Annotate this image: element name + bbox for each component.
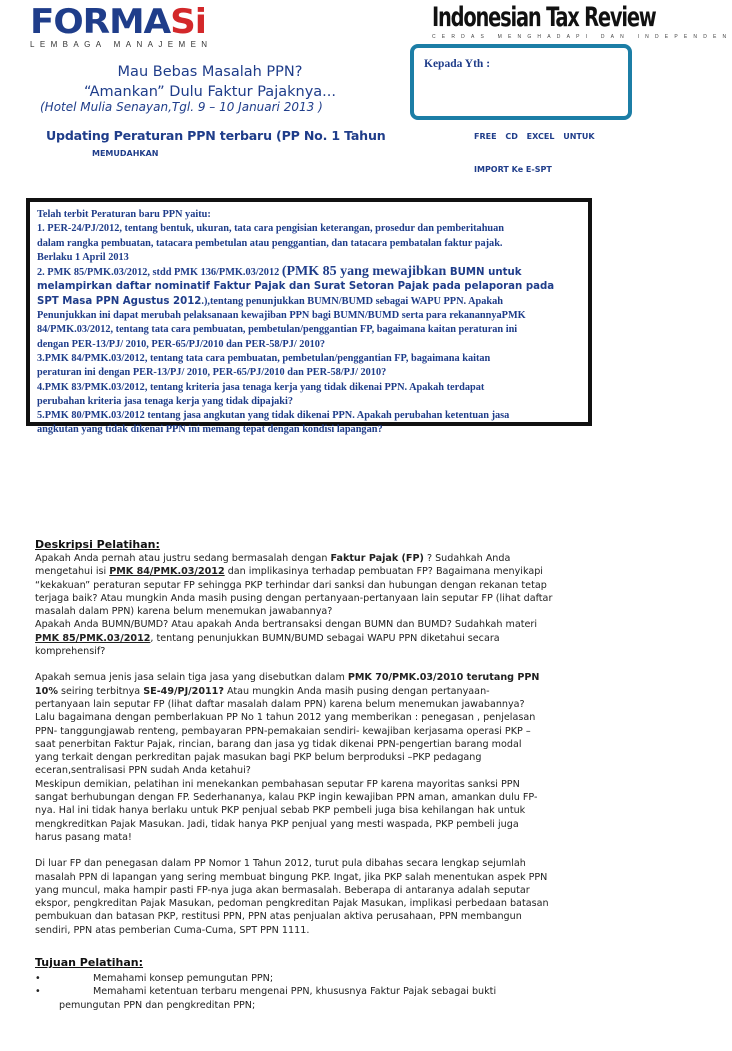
import-espt-note: IMPORT Ke E-SPT — [474, 165, 552, 174]
list-item-continuation: pemungutan PPN dan pengkreditan PPN; — [59, 999, 256, 1011]
updating-subheading: MEMUDAHKAN — [92, 149, 159, 158]
updating-heading: Updating Peraturan PPN terbaru (PP No. 1 Tahun — [46, 128, 386, 143]
description-body — [35, 552, 605, 937]
notice-line: 84/PMK.03/2012, tentang tata cara pembuatan, pembetulan/penggantian FP, bagaimana kaitan peraturan ini — [37, 324, 518, 336]
description-line: Apakah semua jenis jasa selain tiga jasa yang disebutkan dalam PMK 70/PMK.03/2010 terutang PPN — [35, 672, 540, 684]
bullet-icon: • — [35, 986, 41, 998]
notice-line: Telah terbit Peraturan baru PPN yaitu: — [37, 209, 211, 220]
description-line: pertanyaan lain seputar FP (lihat daftar masalah dalam PPN) karena belum menemukan jawabannya? — [35, 698, 525, 710]
recipient-box — [410, 44, 632, 120]
list-item: • Memahami ketentuan terbaru mengenai PPN, khususnya Faktur Pajak sebagai bukti — [35, 986, 497, 998]
description-line: pembukuan dan batasan PKP, restitusi PPN, PPN atas penjualan aktiva perusahaan, PPN membangun — [35, 911, 522, 923]
description-line: Apakah Anda BUMN/BUMD? Atau apakah Anda bertransaksi dengan BUMN dan BUMD? Sudahkah materi — [35, 619, 538, 631]
description-line: Apakah Anda pernah atau justru sedang bermasalah dengan Faktur Pajak (FP) ? Sudahkah Anda — [35, 553, 511, 564]
description-line: terjaga baik? Atau mungkin Anda masih pusing dengan pertanyaan-pertanyaan lain seputar FP (lihat daftar — [35, 592, 553, 604]
objectives-heading: Tujuan Pelatihan: — [35, 956, 144, 969]
notice-line: peraturan ini dengan PER-13/PJ/ 2010, PER-65/PJ/2010 dan PER-58/PJ/ 2010? — [37, 367, 387, 379]
description-line: komprehensif? — [35, 646, 106, 658]
indonesian-tax-review-logo — [432, 2, 732, 44]
notice-line: 5.PMK 80/PMK.03/2012 tentang jasa angkutan yang tidak dikenai PPN. Apakah perubahan ketentuan jasa — [37, 410, 510, 422]
description-heading: Deskripsi Pelatihan: — [35, 538, 160, 551]
regulation-notice-box — [26, 198, 592, 436]
description-line: sendiri, PPN atas pemberian Cuma-Cuma, SPT PPN 1111. — [35, 924, 310, 936]
headline: Mau Bebas Masalah PPN? — [117, 64, 303, 80]
itr-logo-subtitle: CERDAS MENGHADAPI DAN INDEPENDEN — [432, 34, 732, 40]
description-line: masalah PPN di lapangan yang sering membuat bingung PKP. Ingat, jika PKP salah menentukan aspek PPN — [35, 871, 548, 883]
description-line: nya. Hal ini tidak hanya berlaku untuk PKP penjual sebab PKP pembeli juga bisa kehilangan hak untuk — [35, 805, 526, 817]
description-line: mengetahui isi PMK 84/PMK.03/2012 dan implikasinya terhadap pembuatan FP? Bagaimana menyikapi — [35, 566, 543, 578]
description-line: PMK 85/PMK.03/2012, tentang penunjukkan BUMN/BUMD sebagai WAPU PPN diketahui secara — [35, 632, 500, 644]
notice-line: SPT Masa PPN Agustus 2012.),tentang penunjukkan BUMN/BUMD sebagai WAPU PPN. Apakah — [37, 295, 504, 307]
description-line: sangat berhubungan dengan FP. Sederhananya, kalau PKP ingin kewajiban PPN aman, amankan dulu FP- — [35, 792, 538, 804]
bullet-icon: • — [35, 973, 41, 984]
description-line: eceran,sentralisasi PPN sudah Anda ketahui? — [35, 765, 251, 777]
objectives-list — [35, 972, 605, 1012]
description-line: harus pasang mata! — [35, 831, 132, 843]
notice-line: 3.PMK 84/PMK.03/2012, tentang tata cara pembuatan, pembetulan/penggantian FP, bagaimana kaitan — [37, 352, 491, 364]
list-item: • Memahami konsep pemungutan PPN; — [35, 973, 274, 984]
event-venue-date: (Hotel Mulia Senayan,Tgl. 9 – 10 Januari 2013 ) — [40, 100, 323, 114]
free-cd-note: FREE CD EXCEL UNTUK — [474, 132, 595, 141]
description-line: yang muncul, maka hampir pasti FP-nya juga akan bermasalah. Beberapa di antaranya adalah seputar — [35, 884, 530, 896]
description-line: Meskipun demikian, pelatihan ini menekankan pembahasan seputar FP karena mayoritas sanksi PPN — [35, 778, 520, 790]
notice-line: 4.PMK 83/PMK.03/2012, tentang kriteria jasa tenaga kerja yang tidak dikenai PPN. Apakah terdapat — [37, 381, 485, 393]
notice-line: Penunjukkan ini dapat merubah pelaksanaan kewajiban PPN bagi BUMN/BUMD serta para rekanannyaPMK — [37, 310, 526, 322]
notice-line: 1. PER-24/PJ/2012, tentang bentuk, ukuran, tata cara pengisian keterangan, prosedur dan pemberitahuan — [37, 223, 505, 235]
subheadline: “Amankan” Dulu Faktur Pajaknya... — [83, 84, 336, 100]
description-line: mengkreditkan Pajak Masukan. Jadi, tidak hanya PKP penjual yang mesti waspada, PKP pembeli juga — [35, 818, 519, 830]
notice-line: melampirkan daftar nominatif Faktur Pajak dan Surat Setoran Pajak pada pelaporan pada — [37, 281, 555, 293]
notice-line: perubahan kriteria jasa tenaga kerja yang tidak dipajaki? — [37, 395, 294, 407]
notice-line: 2. PMK 85/PMK.03/2012, stdd PMK 136/PMK.03/2012 (PMK 85 yang mewajibkan BUMN untuk — [37, 264, 522, 280]
description-line: Lalu bagaimana dengan pemberlakuan PP No 1 tahun 2012 yang memberikan : penegasan , penjelasan — [35, 712, 536, 724]
description-line: Di luar FP dan penegasan dalam PP Nomor 1 Tahun 2012, turut pula dibahas secara lengkap sejumlah — [35, 858, 526, 870]
recipient-label: Kepada Yth : — [424, 58, 491, 70]
formasi-logo-subtitle: LEMBAGA MANAJEMEN — [30, 40, 213, 49]
description-line: masalah dalam PPN) karena belum menemukan jawabannya? — [35, 606, 333, 618]
description-line: saat penerbitan Faktur Pajak, rincian, barang dan jasa yg tidak dikenai PPN-pengertian barang modal — [35, 738, 522, 750]
formasi-logo — [30, 4, 230, 48]
notice-line: dengan PER-13/PJ/ 2010, PER-65/PJ/2010 dan PER-58/PJ/ 2010? — [37, 338, 326, 350]
notice-line: angkutan yang tidak dikenai PPN ini memang tepat dengan kondisi lapangan? — [37, 424, 383, 436]
formasi-logo-text: FORMASi — [30, 2, 207, 42]
description-line: “kekakuan” peraturan seputar FP sehingga PKP terhindar dari sanksi dan hubungan dengan rekanan tetap — [35, 579, 547, 591]
notice-line: dalam rangka pembuatan, tatacara pembetulan atau penggantian, dan tatacara pembatalan faktur pajak. — [37, 237, 503, 249]
description-line: ekspor, pengkreditan Pajak Masukan, pedoman pengkreditan Pajak Masukan, implikasi perbedaan batasan — [35, 898, 549, 910]
notice-line: Berlaku 1 April 2013 — [37, 251, 129, 263]
description-line: yang terkait dengan perkreditan pajak masukan bagi PKP belum berproduksi –PKP pedagang — [35, 752, 482, 764]
description-line: 10% seiring terbitnya SE-49/PJ/2011? Atau mungkin Anda masih pusing dengan pertanyaan- — [35, 685, 490, 697]
itr-logo-text: Indonesian Tax Review — [432, 2, 656, 33]
description-line: PPN- tanggungjawab renteng, pembayaran PPN-pemakaian sendiri- kewajiban kerjasama operasi PKP – — [35, 725, 531, 737]
